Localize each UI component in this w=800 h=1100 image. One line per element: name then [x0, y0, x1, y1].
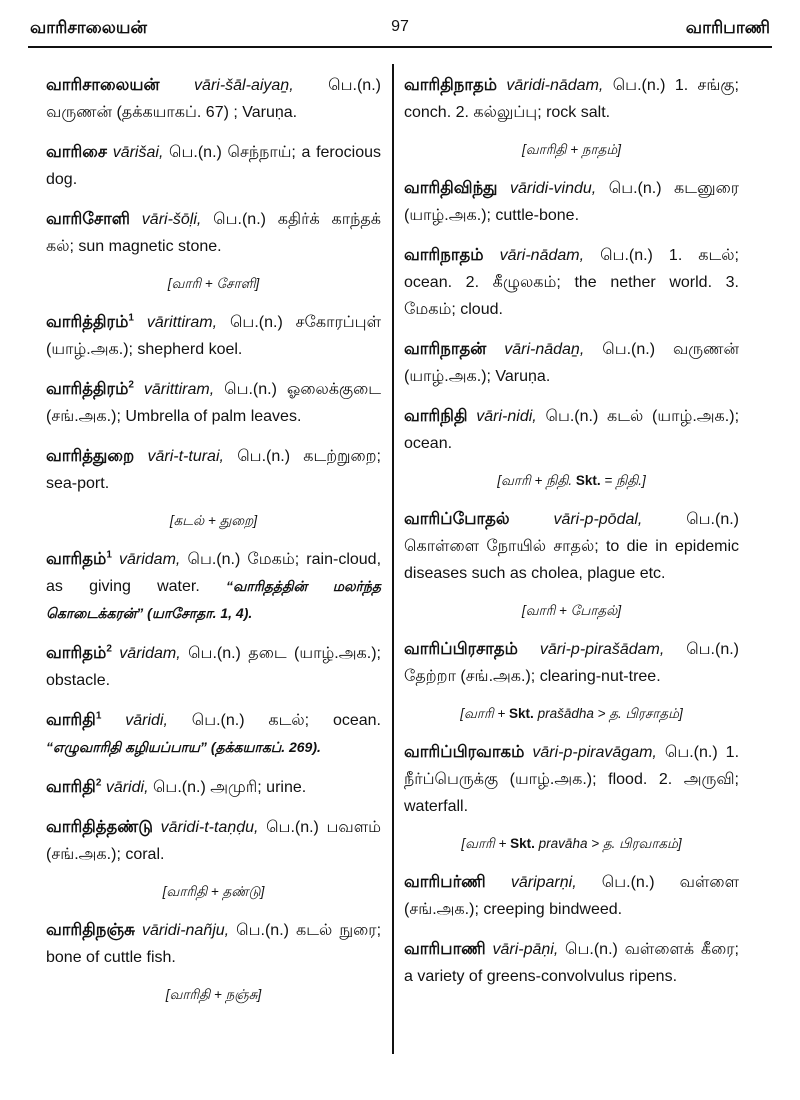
definition: பெ.(n.) கதிர்க் காந்தக் கல்; sun magnetic stone. — [46, 211, 381, 255]
etymology-note: [வாரி + போதல்] — [521, 603, 622, 618]
definition: பெ.(n.) வள்ளை (சங்.அக.); creeping bindweed. — [404, 874, 739, 918]
etymology-note: [வாரிதி + நஞ்சு] — [165, 987, 262, 1002]
headword: வாரிநாதம் — [404, 246, 484, 264]
dictionary-entry — [46, 376, 381, 430]
dictionary-entry — [46, 707, 381, 761]
definition: பெ.(n.) 1. சங்கு; conch. 2. கல்லுப்பு; rock salt. — [404, 77, 739, 121]
definition: பெ.(n.) தேற்றா (சங்.அக.); clearing-nut-tree. — [404, 641, 739, 685]
dictionary-entry — [46, 309, 381, 363]
running-head-right: வாரிபாணி — [685, 18, 770, 37]
headword: வாரிசாலையன் — [46, 76, 160, 94]
dictionary-entry — [46, 72, 381, 126]
page-header — [28, 6, 772, 48]
headword: வாரித்திரம்$^1$ — [46, 312, 134, 331]
homonym-number: 2 — [95, 777, 102, 789]
transliteration: vāri-šōḷi, — [141, 211, 202, 228]
headword: வாரித்துறை — [46, 447, 135, 465]
homonym-number: 1 — [95, 710, 102, 722]
headword: வாரிபர்ணி — [404, 873, 486, 891]
definition: பெ.(n.) செந்நாய்; a ferocious dog. — [46, 144, 381, 188]
dictionary-entry — [404, 506, 739, 587]
citation-quote: “எழுவாரிதி கழியப்பாய” (தக்கயாகப். 269). — [46, 739, 321, 755]
etymology-note: [வாரி + சோளி] — [167, 276, 260, 291]
transliteration: vāridi, — [125, 712, 168, 729]
definition: பெ.(n.) அமுரி; urine. — [152, 779, 307, 796]
transliteration: vāridi-t-taṇḍu, — [160, 819, 259, 836]
homonym-number: 2 — [106, 643, 112, 655]
headword: வாரிதம்$^2$ — [46, 643, 112, 662]
headword: வாரிதிநாதம் — [404, 76, 498, 94]
headword: வாரிதித்தண்டு — [46, 818, 154, 836]
definition: பெ.(n.) வருணன் (தக்கயாகப். 67) ; Varuṇa. — [46, 77, 381, 121]
transliteration: vāri-šāl-aiyaṉ, — [194, 77, 294, 94]
dictionary-entry — [404, 869, 739, 923]
transliteration: vāridam, — [119, 645, 181, 662]
transliteration: vāri-nidi, — [476, 408, 537, 425]
etymology-note: [கடல் + துறை] — [169, 513, 258, 528]
dictionary-entry — [46, 917, 381, 971]
dictionary-entry — [404, 739, 739, 820]
transliteration: vāridi-nādam, — [506, 77, 604, 94]
homonym-number: 2 — [128, 379, 134, 391]
etymology-note: [வாரிதி + தண்டு] — [162, 884, 265, 899]
headword: வாரிநிதி — [404, 407, 468, 425]
definition: பெ.(n.) தடை (யாழ்.அக.); obstacle. — [46, 645, 381, 689]
homonym-number: 1 — [106, 549, 112, 561]
transliteration: vāri-p-pirašādam, — [539, 641, 665, 658]
transliteration: vārittiram, — [146, 314, 218, 331]
dictionary-entry — [46, 814, 381, 868]
etymology-note: [வாரிதி + நாதம்] — [521, 142, 621, 157]
dictionary-entry — [46, 774, 381, 801]
left-column — [46, 72, 381, 1020]
dictionary-entry — [404, 936, 739, 990]
transliteration: vāri-pāṇi, — [492, 941, 559, 958]
transliteration: vāridi-nañju, — [141, 922, 230, 939]
headword: வாரிப்பிரசாதம் — [404, 640, 518, 658]
definition: பெ.(n.) வருணன் (யாழ்.அக.); Varuṇa. — [404, 341, 740, 385]
definition: பெ.(n.) பவளம் (சங்.அக.); coral. — [46, 819, 382, 863]
headword: வாரிபாணி — [404, 940, 486, 958]
definition: பெ.(n.) கடல் (யாழ்.அக.); ocean. — [404, 408, 740, 452]
transliteration: vāri-nādam, — [499, 247, 585, 264]
transliteration: vāriparṇi, — [510, 874, 577, 891]
headword: வாரிதி$^2$ — [46, 777, 102, 796]
dictionary-entry — [46, 640, 381, 694]
transliteration: vārišai, — [112, 144, 164, 161]
page-number: 97 — [391, 18, 409, 35]
definition: பெ.(n.) கடற்றுறை; sea-port. — [46, 448, 382, 492]
etymology-note: [வாரி + நிதி. Skt. = நிதி.] — [497, 473, 646, 488]
definition: பெ.(n.) 1. கடல்; ocean. 2. கீழுலகம்; the nether world. 3. மேகம்; cloud. — [404, 247, 739, 318]
running-head-left: வாரிசாலையன் — [30, 18, 147, 37]
headword: வாரிப்பிரவாகம் — [404, 743, 525, 761]
dictionary-entry — [404, 72, 739, 126]
headword: வாரித்திரம்$^2$ — [46, 379, 134, 398]
transliteration: vāri-t-turai, — [147, 448, 224, 465]
transliteration: vāridam, — [119, 551, 181, 568]
definition: பெ.(n.) கொள்ளை நோயில் சாதல்; to die in epidemic diseases such as cholea, plague etc. — [404, 511, 739, 582]
definition: பெ.(n.) கடனுரை (யாழ்.அக.); cuttle-bone. — [404, 180, 739, 224]
dictionary-entry — [404, 175, 739, 229]
transliteration: vāridi, — [105, 779, 149, 796]
transliteration: vāridi-vindu, — [509, 180, 597, 197]
right-column — [404, 72, 739, 1003]
etymology-note: [வாரி + Skt. pravāha > த. பிரவாகம்] — [461, 836, 682, 851]
dictionary-entry — [404, 403, 739, 457]
headword: வாரிப்போதல் — [404, 510, 510, 528]
transliteration: vāri-p-pōdal, — [553, 511, 643, 528]
definition: பெ.(n.) ஓலைக்குடை (சங்.அக.); Umbrella of palm leaves. — [46, 381, 381, 425]
homonym-number: 1 — [128, 312, 134, 324]
dictionary-entry — [46, 443, 381, 497]
transliteration: vārittiram, — [143, 381, 215, 398]
transliteration: vāri-nādaṉ, — [504, 341, 585, 358]
definition: பெ.(n.) கடல் நுரை; bone of cuttle fish. — [46, 922, 382, 966]
headword: வாரிசை — [46, 143, 108, 161]
headword: வாரிநாதன் — [404, 340, 487, 358]
dictionary-entry — [404, 336, 739, 390]
definition: பெ.(n.) மேகம்; rain-cloud, as giving water. — [46, 551, 382, 595]
definition: பெ.(n.) கடல்; ocean. — [191, 712, 381, 729]
dictionary-entry — [404, 242, 739, 323]
definition: பெ.(n.) வள்ளைக் கீரை; a variety of greens-convolvulus ripens. — [404, 941, 739, 985]
etymology-note: [வாரி + Skt. prašādha > த. பிரசாதம்] — [460, 706, 683, 721]
citation-quote: “வாரிதத்தின் மலர்ந்த கொடைக்கரன்” (யாசோதா. 1, 4). — [46, 578, 381, 621]
definition: பெ.(n.) சகோரப்புள் (யாழ்.அக.); shepherd koel. — [46, 314, 381, 358]
dictionary-entry — [404, 636, 739, 690]
headword: வாரிதிநஞ்சு — [46, 921, 135, 939]
column-divider — [392, 64, 394, 1054]
headword: வாரிதம்$^1$ — [46, 549, 112, 568]
transliteration: vāri-p-piravāgam, — [532, 744, 657, 761]
dictionary-entry — [46, 206, 381, 260]
headword: வாரிதி$^1$ — [46, 710, 102, 729]
headword: வாரிதிவிந்து — [404, 179, 498, 197]
headword: வாரிசோளி — [46, 210, 130, 228]
dictionary-entry — [46, 139, 381, 193]
dictionary-entry — [46, 546, 381, 627]
definition: பெ.(n.) 1. நீர்ப்பெருக்கு (யாழ்.அக.); flood. 2. அருவி; waterfall. — [404, 744, 740, 815]
